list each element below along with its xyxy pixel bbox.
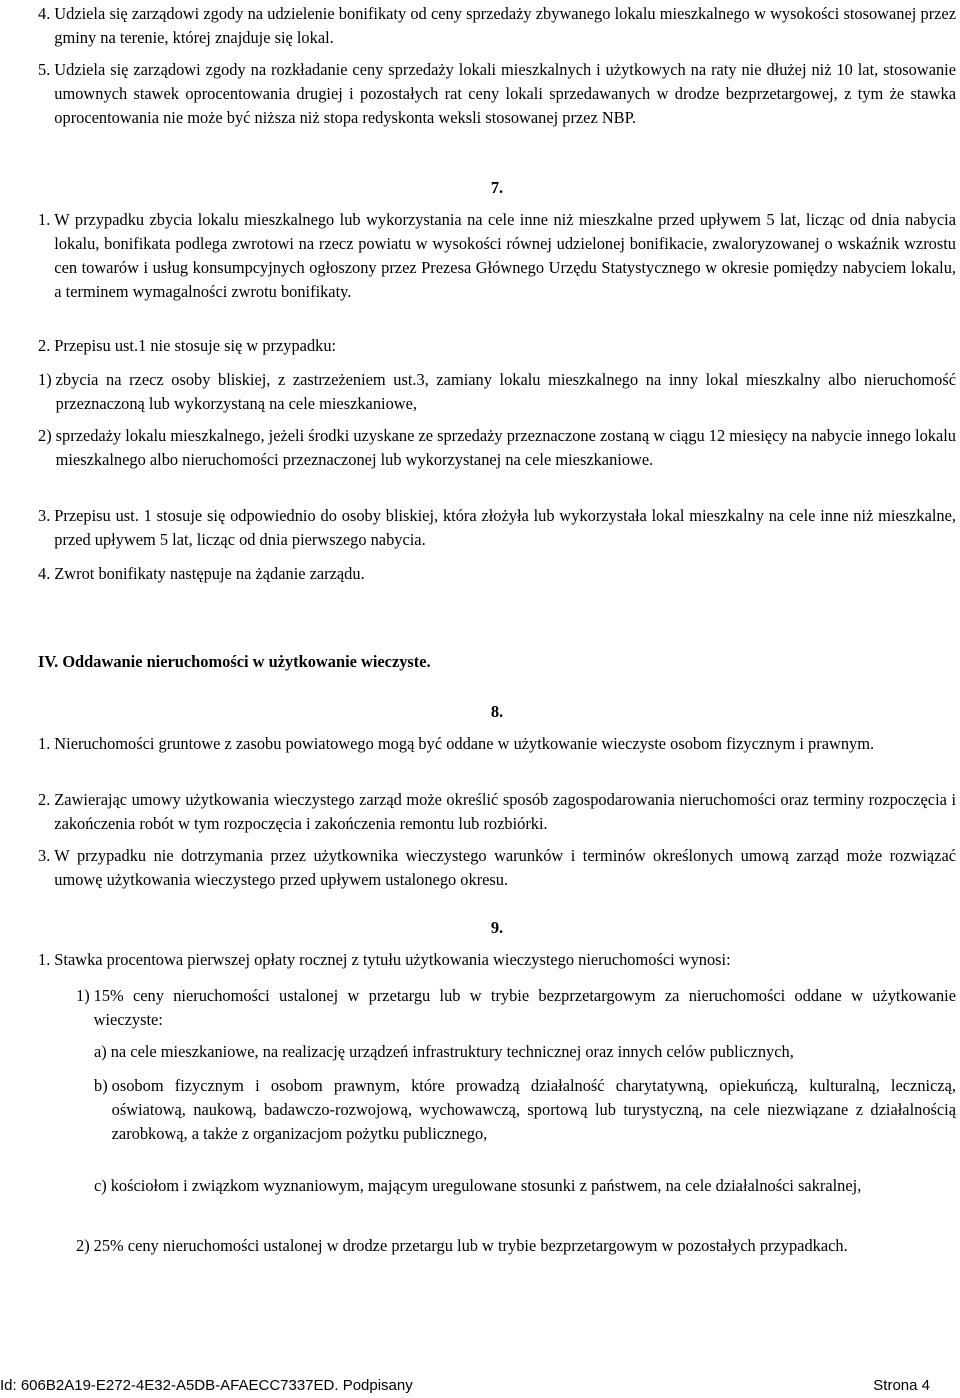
document-id: Id: 606B2A19-E272-4E32-A5DB-AFAECC7337ED. Podpisany: [0, 1377, 413, 1394]
paragraph-7-4: [38, 562, 956, 586]
list-item-letter: c): [94, 1176, 107, 1195]
paragraph-number: 2.: [38, 790, 51, 809]
list-item-9-1-2: [76, 1234, 956, 1258]
paragraph-6-5: [38, 58, 956, 130]
paragraph-text: W przypadku nie dotrzymania przez użytkownika wieczystego warunków i terminów określonych umową zarząd może rozwiązać umowę użytkowania wieczystego przed upływem ustalonego okresu.: [54, 846, 956, 889]
paragraph-8-1: [38, 732, 956, 756]
paragraph-number: 3.: [38, 846, 51, 865]
list-item-number: 2): [76, 1236, 90, 1255]
part-number: IV.: [38, 652, 59, 671]
list-item-number: 1): [38, 370, 52, 389]
section-heading-8: 8.: [490, 702, 504, 721]
paragraph-number: 5.: [38, 60, 51, 79]
paragraph-8-2: [38, 788, 956, 836]
paragraph-text: Udziela się zarządowi zgody na udzielenie bonifikaty od ceny sprzedaży zbywanego lokalu mieszkalnego w wysokości stosowanej przez gminy na terenie, której znajduje się lokal.: [54, 4, 956, 47]
list-item-letter: a): [94, 1042, 107, 1061]
paragraph-number: 1.: [38, 950, 51, 969]
paragraph-number: 3.: [38, 506, 51, 525]
section-heading-7: 7.: [490, 178, 504, 197]
part-title: Oddawanie nieruchomości w użytkowanie wieczyste.: [62, 652, 431, 671]
paragraph-number: 4.: [38, 4, 51, 23]
paragraph-number: 2.: [38, 336, 51, 355]
paragraph-text: W przypadku zbycia lokalu mieszkalnego lub wykorzystania na cele inne niż mieszkalne przed upływem 5 lat, licząc od dnia nabycia lokalu, bonifikata podlega zwrotowi na rzecz powiatu w wysokości równej udzielonej bonifikacie, zwaloryzowanej o wskaźnik wzrostu cen towarów i usług konsumpcyjnych ogłoszony przez Prezesa Głównego Urzędu Statystycznego w okresie pomiędzy nabyciem lokalu, a terminem wymagalności zwrotu bonifikaty.: [54, 210, 956, 301]
list-item-text: osobom fizycznym i osobom prawnym, które prowadzą działalność charytatywną, opiekuńczą, kulturalną, leczniczą, oświatową, naukową, badawczo-rozwojową, wychowawczą, sportową lub turystyczną, na cele niezwiązane z działalnością zarobkową, a także z organizacjom pożytku publicznego,: [111, 1076, 956, 1143]
paragraph-7-2: [38, 334, 956, 358]
paragraph-number: 1.: [38, 734, 51, 753]
paragraph-7-3: [38, 504, 956, 552]
list-item-text: 15% ceny nieruchomości ustalonej w przetargu lub w trybie bezprzetargowym za nieruchomości oddane w użytkowanie wieczyste:: [93, 986, 956, 1029]
paragraph-text: Przepisu ust. 1 stosuje się odpowiednio do osoby bliskiej, która złożyła lub wykorzystała lokal mieszkalny na cele inne niż mieszkalne, przed upływem 5 lat, licząc od dnia pierwszego nabycia.: [54, 506, 956, 549]
paragraph-text: Zwrot bonifikaty następuje na żądanie zarządu.: [54, 564, 365, 583]
list-item-text: 25% ceny nieruchomości ustalonej w drodze przetargu lub w trybie bezprzetargowym w pozostałych przypadkach.: [93, 1236, 848, 1255]
list-item-7-2-2: [38, 424, 956, 472]
paragraph-text: Stawka procentowa pierwszej opłaty rocznej z tytułu użytkowania wieczystego nieruchomości wynosi:: [54, 950, 731, 969]
paragraph-number: 4.: [38, 564, 51, 583]
paragraph-number: 1.: [38, 210, 51, 229]
list-item-7-2-1: [38, 368, 956, 416]
list-item-9-1-1-c: [94, 1174, 956, 1198]
section-heading-9: 9.: [490, 918, 504, 937]
page-number: Strona 4: [873, 1377, 930, 1394]
paragraph-6-4: [38, 2, 956, 50]
paragraph-text: Nieruchomości gruntowe z zasobu powiatowego mogą być oddane w użytkowanie wieczyste osobom fizycznym i prawnym.: [54, 734, 875, 753]
list-item-9-1-1-b: [94, 1074, 956, 1146]
paragraph-9-1: [38, 948, 956, 972]
paragraph-text: Zawierając umowy użytkowania wieczystego zarząd może określić sposób zagospodarowania nieruchomości oraz terminy rozpoczęcia i zakończenia robót w tym rozpoczęcia i zakończenia remontu lub rozbiórki.: [54, 790, 956, 833]
list-item-text: na cele mieszkaniowe, na realizację urządzeń infrastruktury technicznej oraz innych celów publicznych,: [110, 1042, 794, 1061]
paragraph-7-1: [38, 208, 956, 304]
paragraph-8-3: [38, 844, 956, 892]
list-item-number: 1): [76, 986, 90, 1005]
list-item-text: zbycia na rzecz osoby bliskiej, z zastrzeżeniem ust.3, zamiany lokalu mieszkalnego na inny lokal mieszkalny albo nieruchomość przeznaczoną lub wykorzystaną na cele mieszkaniowe,: [55, 370, 956, 413]
list-item-9-1-1-a: [94, 1040, 956, 1064]
list-item-text: kościołom i związkom wyznaniowym, mającym uregulowane stosunki z państwem, na cele działalności sakralnej,: [110, 1176, 862, 1195]
list-item-letter: b): [94, 1076, 108, 1095]
list-item-text: sprzedaży lokalu mieszkalnego, jeżeli środki uzyskane ze sprzedaży przeznaczone zostaną w ciągu 12 miesięcy na nabycie innego lokalu mieszkalnego albo nieruchomości przeznaczonej lub wykorzystanej na cele mieszkaniowe.: [55, 426, 956, 469]
part-heading-iv: [38, 650, 956, 674]
paragraph-text: Udziela się zarządowi zgody na rozkładanie ceny sprzedaży lokali mieszkalnych i użytkowych na raty nie dłużej niż 10 lat, stosowanie umownych stawek oprocentowania drugiej i pozostałych rat ceny lokali sprzedawanych w drodze bezprzetargowej, z tym że stawka oprocentowania nie może być niższa niż stopa redyskonta weksli stosowanej przez NBP.: [54, 60, 956, 127]
list-item-9-1-1: [76, 984, 956, 1032]
list-item-number: 2): [38, 426, 52, 445]
paragraph-text: Przepisu ust.1 nie stosuje się w przypadku:: [54, 336, 337, 355]
